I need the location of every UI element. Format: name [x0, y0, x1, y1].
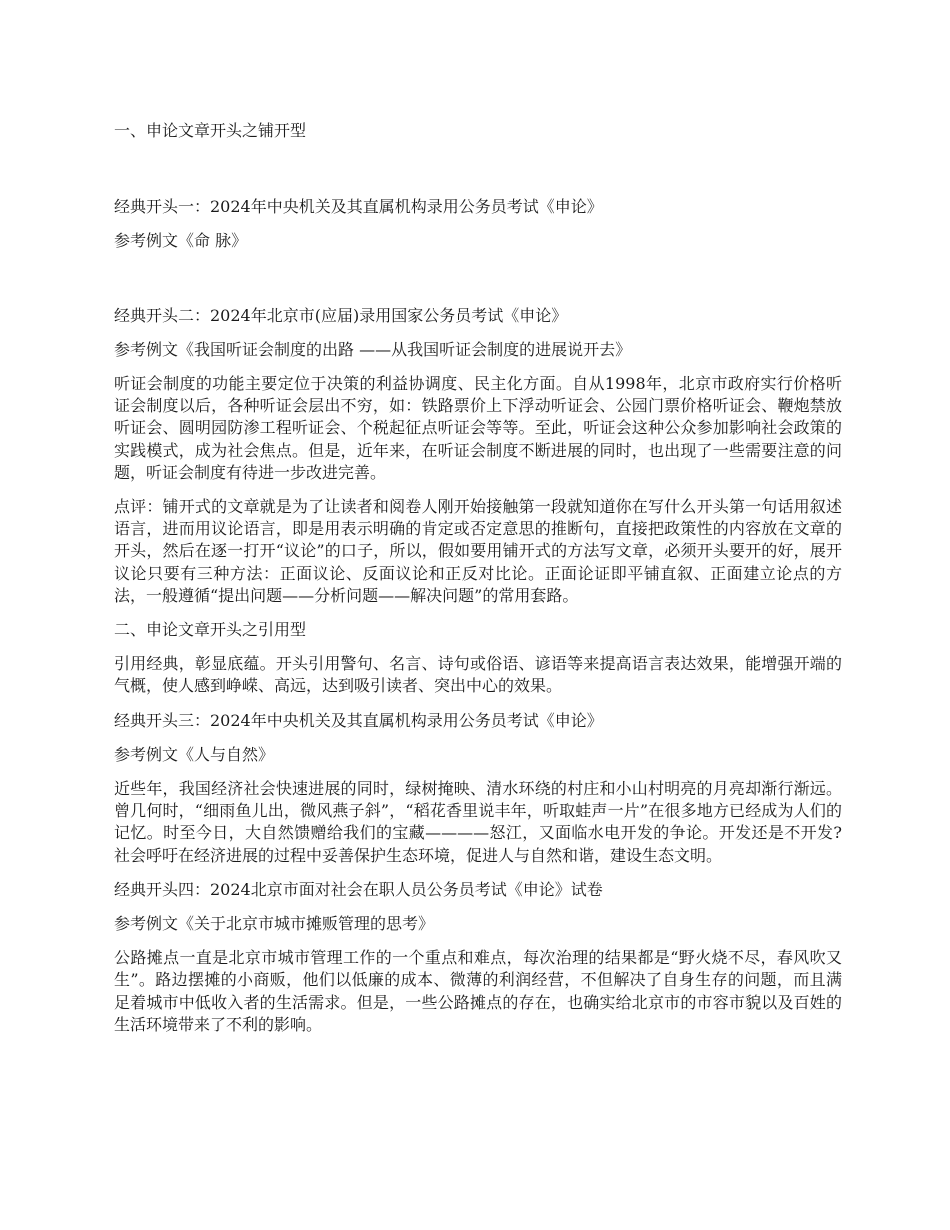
spacer — [114, 265, 842, 305]
reference-essay-2: 参考例文《我国听证会制度的出路 ——从我国听证会制度的进展说开去》 — [114, 339, 632, 359]
document-page — [114, 120, 842, 1048]
paragraph-citation-intro: 引用经典，彰显底蕴。开头引用警句、名言、诗句或俗语、谚语等来提高语言表达效果，能增强开端的气概，使人感到峥嵘、高远，达到吸引读者、突出中心的效果。 — [114, 654, 842, 696]
paragraph-nature: 近些年，我国经济社会快速进展的同时，绿树掩映、清水环绕的村庄和小山村明亮的月亮却渐行渐远。曾几何时，“细雨鱼儿出，微风燕子斜”，“稻花香里说丰年，听取蛙声一片”在很多地方已经成为人们的记忆。时至今日，大自然馈赠给我们的宝藏————怒江，又面临水电开发的争论。开发还是不开发?社会呼吁在经济进展的过程中妥善保护生态环境，促进人与自然和谐，建设生态文明。 — [114, 779, 842, 865]
section-heading-1: 一、申论文章开头之铺开型 — [114, 121, 307, 140]
opening-title-4: 经典开头四：2024北京市面对社会在职人员公务员考试《申论》试卷 — [114, 879, 603, 899]
section-heading-2: 二、申论文章开头之引用型 — [114, 620, 307, 640]
opening-title-1: 经典开头一：2024年中央机关及其直属机构录用公务员考试《申论》 — [114, 197, 603, 217]
paragraph-street-vendors: 公路摊点一直是北京市城市管理工作的一个重点和难点，每次治理的结果都是“野火烧不尽，春风吹又生”。路边摆摊的小商贩，他们以低廉的成本、微薄的利润经营，不但解决了自身生存的问题，而且满足着城市中低收入者的生活需求。但是，一些公路摊点的存在，也确实给北京市的市容市貌以及百姓的生活环境带来了不利的影响。 — [114, 948, 842, 1034]
paragraph-comment: 点评：铺开式的文章就是为了让读者和阅卷人刚开始接触第一段就知道你在写什么开头第一句话用叙述语言，进而用议论语言，即是用表示明确的肯定或否定意思的推断句，直接把政策性的内容放在文章的开头，然后在逐一打开“议论”的口子，所以，假如要用铺开式的方法写文章，必须开头要开的好，展开议论只要有三种方法：正面议论、反面议论和正反对比论。正面论证即平铺直叙、正面建立论点的方法，一般遵循“提出问题——分析问题——解决问题”的常用套路。 — [114, 497, 842, 605]
reference-essay-1: 参考例文《命 脉》 — [114, 231, 248, 251]
spacer — [114, 154, 842, 196]
opening-title-3: 经典开头三：2024年中央机关及其直属机构录用公务员考试《申论》 — [114, 710, 603, 730]
paragraph-hearing-system: 听证会制度的功能主要定位于决策的利益协调度、民主化方面。自从1998年，北京市政府实行价格听证会制度以后，各种听证会层出不穷，如：铁路票价上下浮动听证会、公园门票价格听证会、鞭炮禁放听证会、圆明园防渗工程听证会、个税起征点听证会等等。至此，听证会这种公众参加影响社会政策的实践模式，成为社会焦点。但是，近年来，在听证会制度不断进展的同时，也出现了一些需要注意的问题，听证会制度有待进一步改进完善。 — [114, 374, 842, 482]
reference-essay-4: 参考例文《关于北京市城市摊贩管理的思考》 — [114, 914, 435, 934]
reference-essay-3: 参考例文《人与自然》 — [114, 744, 275, 764]
opening-title-2: 经典开头二：2024年北京市(应届)录用国家公务员考试《申论》 — [114, 305, 568, 325]
